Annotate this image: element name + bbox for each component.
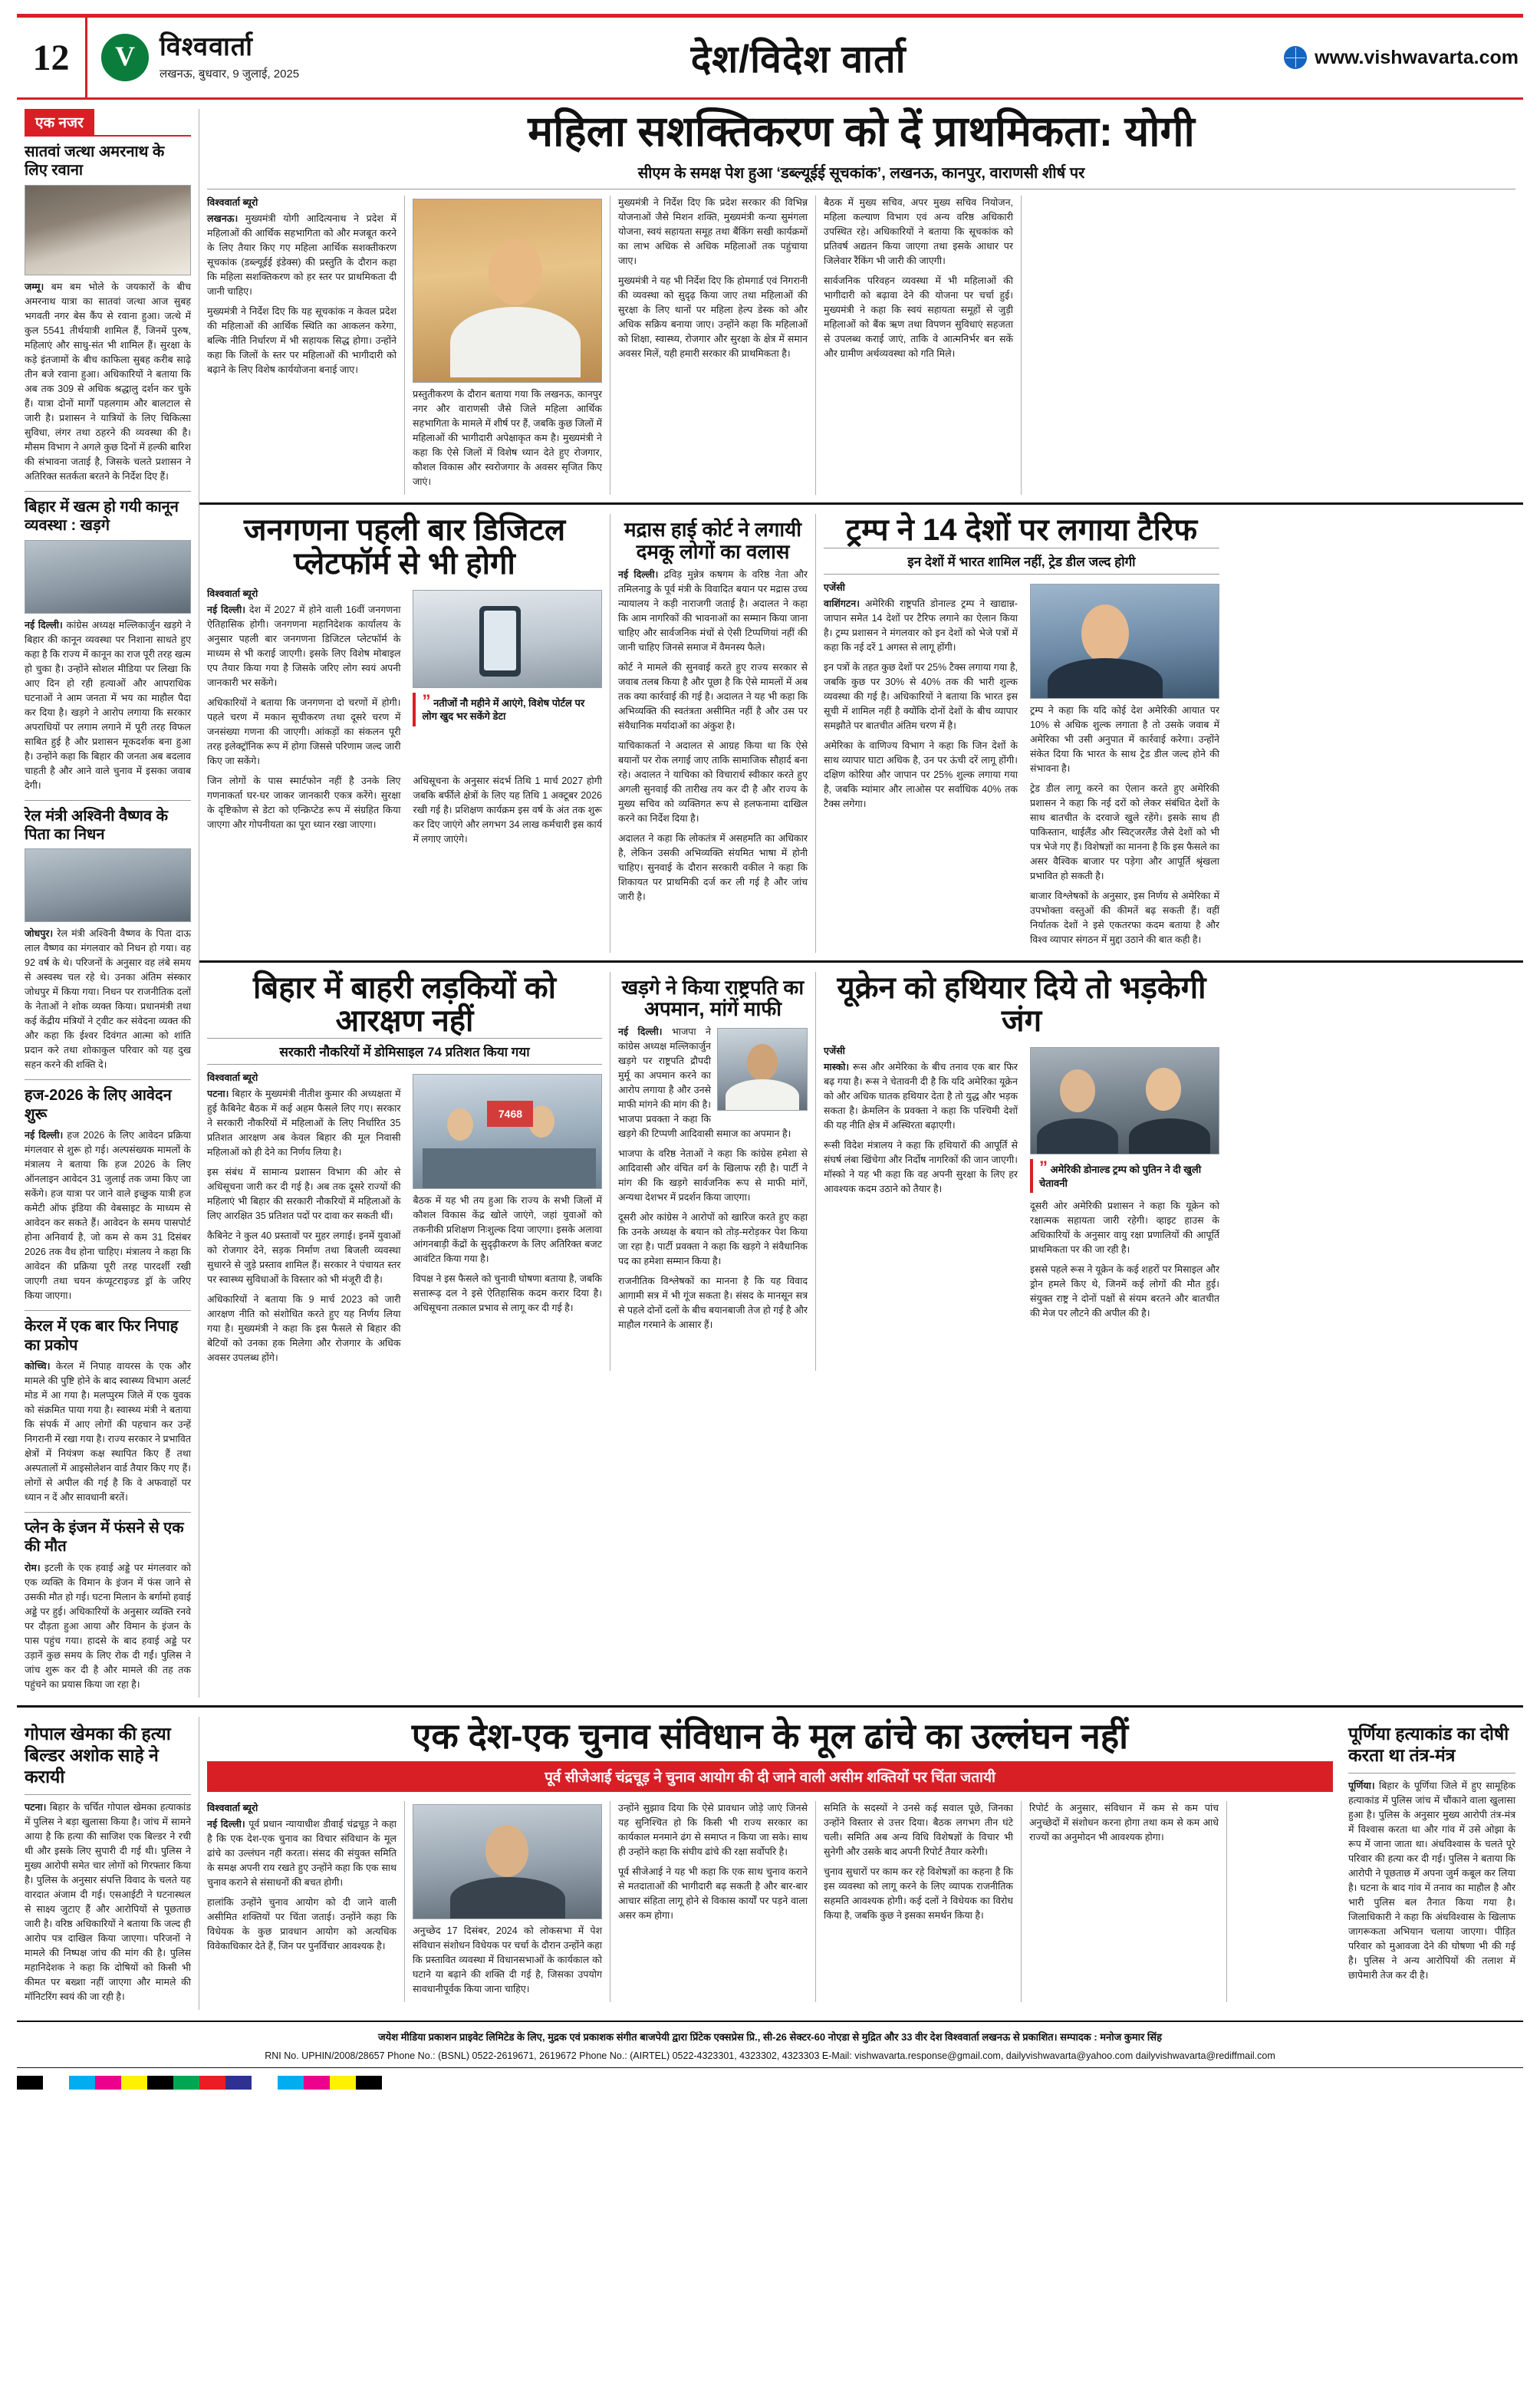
bihar-para-5: बैठक में यह भी तय हुआ कि राज्य के सभी जिलों में कौशल विकास केंद्र खोले जाएंगे, जहां युवाओं को तकनीकी प्रशिक्षण निःशुल्क दिया जाएगा। इसके अलावा आंगनबाड़ी केंद्रों के सुदृढ़ीकरण के लिए अतिरिक्त बजट आवंटित किया गया है। bbox=[413, 1194, 602, 1264]
ek-nazar-headline-4: हज-2026 के लिए आवेदन शुरू bbox=[25, 1087, 172, 1123]
madras-para-1 bbox=[618, 568, 808, 655]
purnia-story bbox=[1341, 1717, 1523, 2010]
madras-headline: मद्रास हाई कोर्ट ने लगायी दमकू लोगों का वलास bbox=[624, 518, 801, 563]
bihar-para-3: कैबिनेट ने कुल 40 प्रस्तावों पर मुहर लगाई। इनमें युवाओं को रोजगार देने, सड़क निर्माण तथा बिजली व्यवस्था सुधारने से जुड़े प्रस्ताव शामिल हैं। सरकार ने पंचायत स्तर पर स्वास्थ्य सुविधाओं के विस्तार को भी मंजूरी दी है। bbox=[207, 1230, 401, 1285]
dateline-6: रोम। bbox=[25, 1562, 41, 1573]
madras-para-4: अदालत ने कहा कि लोकतंत्र में असहमति का अधिकार है, लेकिन उसकी अभिव्यक्ति संयमित भाषा में होनी चाहिए। सुनवाई के दौरान सरकारी वकील ने कहा कि शिकायत पर प्राथमिकी दर्ज कर ली गई है और जांच जारी है। bbox=[618, 832, 808, 902]
kharge-para-2: भाजपा के वरिष्ठ नेताओं ने कहा कि कांग्रेस हमेशा से आदिवासी और वंचित वर्ग के खिलाफ रही है। पार्टी ने मांग की कि खड़गे सार्वजनिक रूप से माफी मांगें, अन्यथा देशभर में प्रदर्शन किया जाएगा। bbox=[618, 1148, 808, 1203]
folio-box bbox=[17, 18, 87, 97]
ukraine-dateline: मास्को। bbox=[824, 1061, 850, 1072]
amarnath-cave-photo bbox=[25, 185, 191, 275]
oneelection-col-2 bbox=[405, 1801, 610, 2002]
kharge-para-1-text: भाजपा ने कांग्रेस अध्यक्ष मल्लिकार्जुन खड़गे पर राष्ट्रपति द्रौपदी मुर्मू का अपमान करने का आरोप लगाया है और उनसे माफी मांगने की मांग की है। भाजपा प्रवक्ता ने कहा कि खड़गे की टिप्पणी आदिवासी समाज का अपमान है। bbox=[618, 1026, 791, 1139]
website-url: www.vishwavarta.com bbox=[1315, 46, 1519, 68]
khemka-body: बिहार के चर्चित गोपाल खेमका हत्याकांड में पुलिस ने बड़ा खुलासा किया है। जांच में सामने आया है कि हत्या की साजिश एक बिल्डर ने रची थी और इसके लिए सुपारी दी गई थी। पुलिस ने मुख्य आरोपी समेत चार लोगों को गिरफ्तार किया है। पुलिस के अनुसार संपत्ति विवाद के चलते यह वारदात अंजाम दी गई। एसआईटी ने घटनास्थल से साक्ष्य जुटाए हैं और आरोपियों से पूछताछ जारी है। वरिष्ठ अधिकारियों ने बताया कि जल्द ही आरोप पत्र दाखिल किया जाएगा। परिजनों ने मामले की निष्पक्ष जांच की मांग की है। पुलिस महानिदेशक ने कहा कि दोषियों को किसी भी कीमत पर बख्शा नहीं जाएगा और मामले की मॉनिटरिंग स्वयं की जा रही है। bbox=[25, 1801, 191, 2002]
ek-nazar-headline-2: बिहार में खत्म हो गयी कानून व्यवस्था : खड़गे bbox=[25, 498, 179, 535]
ek-nazar-column bbox=[17, 109, 199, 1698]
website-link[interactable] bbox=[1284, 18, 1523, 97]
lead-subhead: सीएम के समक्ष पेश हुआ ‘डब्ल्यूईई सूचकांक’, लखनऊ, कानपुर, वाराणसी शीर्ष पर bbox=[207, 162, 1515, 189]
bihar-subhead: सरकारी नौकरियों में डोमिसाइल 74 प्रतिशत किया गया bbox=[207, 1038, 602, 1065]
oneelection-headline: एक देश-एक चुनाव संविधान के मूल ढांचे का उल्लंघन नहीं bbox=[411, 1715, 1129, 1756]
rni-contact-line: RNI No. UPHIN/2008/28657 Phone No.: (BSNL) 0522-2619671, 2619672 Phone No.: (AIRTEL) 0522-4323301, 4323302, 4323303 E-Mail: vishwavarta.response@gmail.com, dailyvishwavarta@yahoo.com dailyvishwavarta@rediffmail.com bbox=[17, 2050, 1523, 2068]
dateline-2: नई दिल्ली। bbox=[25, 619, 63, 631]
bihar-para-1-text: बिहार के मुख्यमंत्री नीतीश कुमार की अध्यक्षता में हुई कैबिनेट बैठक में कई अहम फैसले लिए गए। सरकार ने सरकारी नौकरियों में महिलाओं के लिए निर्धारित 35 प्रतिशत आरक्षण अब केवल बिहार की मूल निवासी महिलाओं को ही देने का निर्णय लिया है। bbox=[207, 1088, 401, 1158]
ek-nazar-body-3: रेल मंत्री अश्विनी वैष्णव के पिता दाऊ लाल वैष्णव का मंगलवार को निधन हो गया। वह 92 वर्ष के थे। परिजनों के अनुसार वह लंबे समय से अस्वस्थ चल रहे थे। उनका अंतिम संस्कार जोधपुर में किया गया। निधन पर राजनीतिक दलों के नेताओं ने शोक व्यक्त किया। प्रधानमंत्री तथा कई केंद्रीय मंत्रियों ने ट्वीट कर संवेदना व्यक्त की और कहा कि ईश्वर दिवंगत आत्मा को शांति प्रदान करे तथा शोकाकुल परिवार को यह दुख सहन करने की शक्ति दे। bbox=[25, 928, 191, 1071]
ek-nazar-body-5: केरल में निपाह वायरस के एक और मामले की पुष्टि होने के बाद स्वास्थ्य विभाग अलर्ट मोड में आ गया है। मलप्पुरम जिले में एक युवक को संक्रमित पाया गया है। स्वास्थ्य मंत्री ने बताया कि संपर्क में आए लोगों की पहचान कर उन्हें निगरानी में रखा गया है। राज्य सरकार ने प्रभावित क्षेत्रों में नियंत्रण कक्ष स्थापित किए हैं तथा अस्पतालों में आइसोलेशन वार्ड तैयार किए गए हैं। लोगों से अपील की गई है कि वे अफवाहों पर ध्यान न दें और सावधानी बरतें। bbox=[25, 1360, 191, 1503]
census-para-1-text: देश में 2027 में होने वाली 16वीं जनगणना ऐतिहासिक होगी। जनगणना महानिदेशक कार्यालय के अनुसार पहली बार जनगणना डिजिटल प्लेटफॉर्म के माध्यम से भी कराई जाएगी। इसके लिए विशेष मोबाइल एप तैयार किया गया है जिसके जरिए लोग स्वयं अपनी जानकारी भर सकेंगे। bbox=[207, 604, 401, 688]
khemka-text bbox=[25, 1800, 191, 2004]
tariff-para-4: ट्रम्प ने कहा कि यदि कोई देश अमेरिकी आयात पर 10% से अधिक शुल्क लगाता है तो उसके जवाब में अमेरिका भी उसी अनुपात में कार्रवाई करेगा। उन्होंने संकेत दिया कि भारत के साथ ट्रेड डील जल्द होने की संभावना है। bbox=[1029, 704, 1219, 774]
ek-nazar-headline-3: रेल मंत्री अश्विनी वैष्णव के पिता का निधन bbox=[25, 807, 169, 843]
lead-col-4 bbox=[816, 196, 1022, 495]
ukraine-para-2: रूसी विदेश मंत्रालय ने कहा कि हथियारों की आपूर्ति से संघर्ष लंबा खिंचेगा और निर्दोष नागरिकों की जान जाएगी। मॉस्को ने यह भी कहा कि वह अपनी सुरक्षा के लिए हर आवश्यक कदम उठाने को तैयार है। bbox=[824, 1139, 1018, 1194]
madras-para-3: याचिकाकर्ता ने अदालत से आग्रह किया था कि ऐसे बयानों पर रोक लगाई जाए ताकि सामाजिक सौहार्द बना रहे। अदालत ने याचिका को विचारार्थ स्वीकार करते हुए अगली सुनवाई की तारीख तय कर दी है और राज्य के मुख्य सचिव को व्यक्तिगत रूप से हलफनामा दाखिल करने का निर्देश दिया है। bbox=[618, 739, 808, 824]
lead-para-4: मुख्यमंत्री ने निर्देश दिए कि प्रदेश सरकार की विभिन्न योजनाओं जैसे मिशन शक्ति, मुख्यमंत्री कन्या सुमंगला योजना, स्वयं सहायता समूह तथा बैंकिंग सखी कार्यक्रमों का लाभ अधिक से अधिक महिलाओं तक पहुंचाया जाए। bbox=[618, 197, 808, 267]
madras-story bbox=[610, 514, 816, 952]
ukraine-para-1-text: रूस और अमेरिका के बीच तनाव एक बार फिर बढ़ गया है। रूस ने चेतावनी दी है कि यदि अमेरिका यूक्रेन को और अधिक घातक हथियार देता है तो युद्ध और भड़क सकता है। क्रेमलिन के प्रवक्ता ने कहा कि पश्चिमी देशों की यह नीति क्षेत्र में अस्थिरता बढ़ाएगी। bbox=[824, 1061, 1018, 1131]
kharge-headline: खड़गे ने किया राष्ट्रपति का अपमान, मांगें माफी bbox=[621, 975, 805, 1021]
cmyk-registration-marks bbox=[17, 2076, 1523, 2090]
oe-para-4: उन्होंने सुझाव दिया कि ऐसे प्रावधान जोड़े जाएं जिनसे यह सुनिश्चित हो कि किसी भी राज्य सरकार का कार्यकाल मनमाने ढंग से समाप्त न किया जा सके। साथ ही उन्होंने कहा कि संघीय ढांचे की रक्षा सर्वोपरि है। bbox=[618, 1803, 808, 1858]
tariff-para-3: अमेरिका के वाणिज्य विभाग ने कहा कि जिन देशों के साथ व्यापार घाटा अधिक है, उन पर ऊंची दरें लागू होंगी। दक्षिण कोरिया और जापान पर 25% शुल्क लगाया गया है, जबकि म्यांमार और लाओस पर सर्वाधिक 40% तक टैक्स लगेगा। bbox=[824, 739, 1018, 809]
logo-letter: V bbox=[115, 41, 135, 71]
tariff-headline: ट्रम्प ने 14 देशों पर लगाया टैरिफ bbox=[845, 513, 1198, 548]
oneelection-subhead: पूर्व सीजेआई चंद्रचूड़ ने चुनाव आयोग की दी जाने वाली असीम शक्तियों पर चिंता जतायी bbox=[207, 1761, 1333, 1792]
kharge-dateline: नई दिल्ली। bbox=[618, 1026, 663, 1037]
quote-icon-2: ” bbox=[1038, 1157, 1048, 1177]
ek-nazar-text-6 bbox=[25, 1561, 191, 1692]
tariff-subhead: इन देशों में भारत शामिल नहीं, ट्रेड डील जल्द होगी bbox=[824, 548, 1219, 575]
madras-para-1-text: द्रविड़ मुन्नेत्र कषगम के वरिष्ठ नेता और तमिलनाडु के पूर्व मंत्री के विवादित बयान पर मद्रास उच्च न्यायालय ने कड़ी नाराजगी जताई है। अदालत ने कहा कि आम नागरिकों की भावनाओं का सम्मान किया जाना चाहिए और सार्वजनिक मंचों से ऐसी टिप्पणियां नहीं की जानी चाहिए जिनसे समाज में वैमनस्य फैले। bbox=[618, 568, 808, 653]
census-para-3: जिन लोगों के पास स्मार्टफोन नहीं है उनके लिए गणनाकर्ता घर-घर जाकर जानकारी एकत्र करेंगे। सुरक्षा के दृष्टिकोण से डेटा को एन्क्रिप्टेड रूप में संग्रहित किया जाएगा और गोपनीयता का पूरा ध्यान रखा जाएगा। bbox=[207, 775, 401, 830]
bihar-story bbox=[199, 972, 610, 1371]
tariff-dateline: वाशिंगटन। bbox=[824, 598, 860, 609]
tariff-para-5: ट्रेड डील लागू करने का ऐलान करते हुए अमेरिकी प्रशासन ने कहा कि नई दरों को लेकर संबंधित देशों के साथ बातचीत के दरवाजे खुले रहेंगे। इसके साथ ही पाकिस्तान, थाईलैंड और स्विट्जरलैंड जैसे देशों को भी पत्र भेजे गए हैं। विशेषज्ञों का मानना है कि इस फैसले का असर वैश्विक बाजार पर पड़ेगा और आपूर्ति श्रृंखला प्रभावित हो सकती है। bbox=[1029, 782, 1219, 881]
kharge-para-4: राजनीतिक विश्लेषकों का मानना है कि यह विवाद आगामी सत्र में भी गूंज सकता है। संसद के मानसून सत्र से पहले दोनों दलों के बीच बयानबाजी तेज हो गई है और माहौल गरमाने के आसार हैं। bbox=[618, 1275, 808, 1330]
ukraine-para-4: इससे पहले रूस ने यूक्रेन के कई शहरों पर मिसाइल और ड्रोन हमले किए थे, जिनमें कई लोगों की मौत हुई। संयुक्त राष्ट्र ने दोनों पक्षों से संयम बरतने और बातचीत की मेज पर लौटने की अपील की है। bbox=[1029, 1264, 1219, 1319]
oe-para-6: समिति के सदस्यों ने उनसे कई सवाल पूछे, जिनका उन्होंने विस्तार से उत्तर दिया। बैठक लगभग तीन घंटे चली। समिति अब अन्य विधि विशेषज्ञों के विचार भी सुनेगी और उसके बाद अपनी रिपोर्ट तैयार करेगी। bbox=[824, 1803, 1013, 1858]
bihar-cabinet-photo: 7468 bbox=[413, 1074, 602, 1189]
lead-para-6: बैठक में मुख्य सचिव, अपर मुख्य सचिव नियोजन, महिला कल्याण विभाग एवं अन्य वरिष्ठ अधिकारी उपस्थित रहे। अधिकारियों ने बताया कि सूचकांक को प्रतिवर्ष अद्यतन किया जाएगा तथा इसके आधार पर जिलेवार रैंकिंग भी जारी की जाएगी। bbox=[824, 197, 1013, 267]
census-caption-text: नतीजों नौ महीने में आएंगे, विशेष पोर्टल पर लोग खुद भर सकेंगे डेटा bbox=[422, 697, 585, 723]
purnia-dateline: पूर्णिया। bbox=[1348, 1780, 1375, 1791]
oe-para-8: रिपोर्ट के अनुसार, संविधान में कम से कम पांच अनुच्छेदों में संशोधन करना होगा तथा कम से कम आधे राज्यों का अनुमोदन भी आवश्यक होगा। bbox=[1029, 1803, 1219, 1843]
quote-icon: ” bbox=[422, 690, 431, 710]
putin-trump-photo bbox=[1030, 1047, 1219, 1154]
ek-nazar-text-1 bbox=[25, 280, 191, 484]
lead-para-2: मुख्यमंत्री ने निर्देश दिए कि यह सूचकांक न केवल प्रदेश की महिलाओं की आर्थिक स्थिति का आकलन करेगा, बल्कि नीति निर्धारण में भी सहायक सिद्ध होगा। उन्होंने कहा कि जिलों के स्तर पर महिलाओं की भागीदारी को बढ़ाने के लिए विशेष कार्ययोजना बनाई जाए। bbox=[207, 306, 397, 376]
ek-nazar-body-1: बम बम भोले के जयकारों के बीच अमरनाथ यात्रा का सातवां जत्था आज सुबह भगवती नगर बेस कैंप से रवाना हुआ। जत्थे में कुल 5541 तीर्थयात्री शामिल हैं, जिनमें पुरुष, महिलाएं और साधु-संत भी शामिल हैं। सुरक्षा के कड़े इंतजामों के बीच काफिला सुबह करीब साढ़े तीन बजे रवाना हुआ। अधिकारियों ने बताया कि अब तक 309 से अधिक श्रद्धालु दर्शन कर चुके हैं। यात्रा दोनों मार्गों पहलगाम और बालटाल से जारी है। प्रशासन ने यात्रियों के लिए चिकित्सा सुविधा, लंगर तथा ठहरने की व्यवस्था की है। मौसम विभाग ने अगले कुछ दिनों में हल्की बारिश की संभावना जताई है, जिसके चलते प्रशासन ने अतिरिक्त सतर्कता बरतने के निर्देश दिए हैं। bbox=[25, 281, 191, 482]
khemka-headline: गोपाल खेमका की हत्या बिल्डर अशोक साहे ने करायी bbox=[25, 1723, 171, 1787]
tariff-para-6: बाजार विश्लेषकों के अनुसार, इस निर्णय से अमेरिका में उपभोक्ता वस्तुओं की कीमतें बढ़ सकती हैं। वहीं निर्यातक देशों ने इसे एकतरफा कदम बताया है और विश्व व्यापार संगठन में मुद्दा उठाने की बात कही है। bbox=[1029, 890, 1219, 945]
ek-nazar-headline-1: सातवां जत्था अमरनाथ के लिए रवाना bbox=[25, 143, 165, 179]
ek-nazar-body-2: कांग्रेस अध्यक्ष मल्लिकार्जुन खड़गे ने बिहार की कानून व्यवस्था पर निशाना साधते हुए कहा है कि राज्य में कानून का राज पूरी तरह खत्म हो चुका है। उन्होंने सोशल मीडिया पर लिखा कि आए दिन हो रही हत्याओं और आपराधिक घटनाओं ने आम जनता में भय का माहौल पैदा कर दिया है। खड़गे ने आरोप लगाया कि सरकार अपराधियों पर लगाम लगाने में पूरी तरह विफल साबित हुई है और प्रशासन मूकदर्शक बना हुआ है। उन्होंने कहा कि बिहार की जनता अब बदलाव चाहती है और आने वाले चुनाव में इसका जवाब देगी। bbox=[25, 619, 191, 791]
census-headline: जनगणना पहली बार डिजिटल प्लेटफॉर्म से भी होगी bbox=[243, 513, 566, 581]
bihar-para-2: इस संबंध में सामान्य प्रशासन विभाग की ओर से अधिसूचना जारी कर दी गई है। अब तक दूसरे राज्यों की महिलाएं भी बिहार की सरकारी नौकरियों में महिलाओं के लिए आरक्षित 35 प्रतिशत पदों पर दावा कर सकती थीं। bbox=[207, 1166, 401, 1221]
yogi-adityanath-photo bbox=[413, 199, 602, 383]
tariff-para-2: इन पत्रों के तहत कुछ देशों पर 25% टैक्स लगाया गया है, जबकि कुछ पर 30% से 40% तक की भारी शुल्क व्यवस्था की गई है। अधिकारियों ने बताया कि भारत इस सूची में शामिल नहीं है क्योंकि दोनों देशों के बीच व्यापार समझौते पर बातचीत अंतिम चरण में है। bbox=[824, 661, 1018, 731]
page-footer bbox=[17, 2021, 1523, 2090]
vishwavarta-logo-icon bbox=[101, 34, 149, 81]
tariff-agency: एजेंसी bbox=[824, 581, 845, 593]
census-byline: विश्ववार्ता ब्यूरो bbox=[207, 588, 258, 599]
ek-nazar-text-4 bbox=[25, 1128, 191, 1303]
census-para-4: अधिसूचना के अनुसार संदर्भ तिथि 1 मार्च 2027 होगी जबकि बर्फीले क्षेत्रों के लिए यह तिथि 1 अक्टूबर 2026 रखी गई है। प्रशिक्षण कार्यक्रम इस वर्ष के अंत तक शुरू कर दिए जाएंगे और लगभग 34 लाख कर्मचारी इस कार्य में लगाए जाएंगे। bbox=[413, 775, 602, 845]
ukraine-agency: एजेंसी bbox=[824, 1045, 845, 1056]
lead-para-5: मुख्यमंत्री ने यह भी निर्देश दिए कि होमगार्ड एवं निगरानी की व्यवस्था को सुदृढ़ किया जाए तथा महिलाओं की सुरक्षा के लिए थानों पर महिला हेल्प डेस्क को और अधिक सक्रिय बनाया जाए। उन्होंने कहा कि महिलाओं को शिक्षा, स्वास्थ्य, रोजगार और सुरक्षा के क्षेत्र में समान अवसर मिलें, यही हमारी सरकार की प्राथमिकता है। bbox=[618, 275, 808, 360]
oe-para-7: चुनाव सुधारों पर काम कर रहे विशेषज्ञों का कहना है कि इस व्यवस्था को लागू करने के लिए व्यापक राजनीतिक सहमति आवश्यक होगी। कई दलों ने विधेयक का विरोध किया है, जबकि कुछ ने इसका समर्थन किया है। bbox=[824, 1866, 1013, 1922]
ek-nazar-text-3 bbox=[25, 927, 191, 1072]
lead-headline: महिला सशक्तिकरण को दें प्राथमिकता: योगी bbox=[528, 107, 1195, 155]
oneelection-col-3 bbox=[610, 1801, 816, 2002]
globe-icon bbox=[1284, 46, 1307, 69]
brand-logo bbox=[87, 18, 313, 97]
lead-byline: विश्ववार्ता ब्यूरो bbox=[207, 197, 258, 209]
kharge-bjp-photo bbox=[717, 1028, 808, 1111]
bihar-para-4: अधिकारियों ने बताया कि 9 मार्च 2023 को जारी आरक्षण नीति को संशोधित करते हुए यह निर्णय लिया गया है। मुख्यमंत्री ने कहा कि इस फैसले से बिहार की बेटियों को उनका हक मिलेगा और रोजगार के अधिक अवसर उपलब्ध होंगे। bbox=[207, 1293, 401, 1363]
ukraine-headline: यूक्रेन को हथियार दिये तो भड़केगी जंग bbox=[837, 970, 1206, 1038]
lead-para-1 bbox=[207, 212, 397, 299]
oe-para-2: हालांकि उन्होंने चुनाव आयोग को दी जाने वाली असीमित शक्तियों पर चिंता जताई। उन्होंने कहा कि विधेयक के कुछ प्रावधान आयोग को अत्यधिक विवेकाधिकार देते हैं, जिन पर पुनर्विचार आवश्यक है। bbox=[207, 1897, 397, 1952]
bottom-section bbox=[17, 1717, 1523, 2010]
tariff-para-1-text: अमेरिकी राष्ट्रपति डोनाल्ड ट्रम्प ने खाद्यान्न-जापान समेत 14 देशों पर टैरिफ लगाने का ऐलान किया है। ट्रम्प प्रशासन ने मंगलवार को इन देशों को भेजे पत्रों में कहा कि नई दरें 1 अगस्त से लागू होंगी। bbox=[824, 598, 1018, 653]
ek-nazar-body-4: हज 2026 के लिए आवेदन प्रक्रिया मंगलवार से शुरू हो गई। अल्पसंख्यक मामलों के मंत्रालय ने बताया कि हज 2026 के लिए ऑनलाइन आवेदन 31 जुलाई तक जमा किए जा सकेंगे। हज यात्रा पर जाने वाले इच्छुक यात्री हज कमेटी ऑफ इंडिया की वेबसाइट के माध्यम से आवेदन कर सकते हैं। आवेदन के समय पासपोर्ट होना अनिवार्य है, जो कम से कम 31 दिसंबर 2026 तक वैध होना चाहिए। मंत्रालय ने कहा कि आवेदन की प्रक्रिया पूरी तरह पारदर्शी रखी जाएगी तथा चयन कंप्यूटराइज्ड ड्रॉ के जरिए किया जाएगा। bbox=[25, 1130, 191, 1302]
ek-nazar-label: एक नजर bbox=[25, 109, 94, 135]
census-para-1 bbox=[207, 603, 400, 690]
kharge-para-3: दूसरी ओर कांग्रेस ने आरोपों को खारिज करते हुए कहा कि उनके अध्यक्ष के बयान को तोड़-मरोड़कर पेश किया जा रहा है। पार्टी प्रवक्ता ने कहा कि खड़गे ने संवैधानिक पद का हमेशा सम्मान किया है। bbox=[618, 1211, 808, 1266]
dateline-4: नई दिल्ली। bbox=[25, 1130, 64, 1141]
census-caption bbox=[413, 690, 602, 726]
lead-col-1 bbox=[199, 196, 405, 495]
tariff-para-1 bbox=[824, 597, 1018, 655]
dateline-5: कोच्चि। bbox=[25, 1360, 51, 1372]
lead-col-2 bbox=[405, 196, 610, 495]
bihar-para-6: विपक्ष ने इस फैसले को चुनावी घोषणा बताया है, जबकि सत्तारूढ़ दल ने इसे ऐतिहासिक कदम करार दिया है। अधिसूचना तत्काल प्रभाव से लागू कर दी गई है। bbox=[413, 1273, 602, 1313]
dateline-1: जम्मू। bbox=[25, 281, 44, 292]
trump-photo bbox=[1030, 584, 1219, 699]
ukraine-story bbox=[816, 972, 1227, 1371]
madras-para-2: कोर्ट ने मामले की सुनवाई करते हुए राज्य सरकार से जवाब तलब किया है और पूछा है कि ऐसे मामलों में अब तक क्या कार्रवाई की गई है। अदालत ने यह भी कहा कि अभिव्यक्ति की स्वतंत्रता असीमित नहीं है और उस पर संवैधानिक मर्यादाओं का अंकुश है। bbox=[618, 661, 808, 731]
oneelection-col-5 bbox=[1022, 1801, 1227, 2002]
ukraine-para-1 bbox=[824, 1060, 1018, 1133]
oe-para-1-text: पूर्व प्रधान न्यायाधीश डीवाई चंद्रचूड़ ने कहा है कि एक देश-एक चुनाव का विचार संविधान के मूल ढांचे का उल्लंघन नहीं करता। संसद की संयुक्त समिति के समक्ष अपनी राय रखते हुए उन्होंने कहा कि एक साथ चुनाव कराने से संसाधनों की बचत होगी। bbox=[207, 1819, 397, 1889]
imprint-line: जयेश मीडिया प्रकाशन प्राइवेट लिमिटेड के लिए, मुद्रक एवं प्रकाशक संगीत बाजपेयी द्वारा प्रिंटेक एक्सप्रेस प्रि., सी-26 सेक्टर-60 नोएडा से मुद्रित और 33 वीर देश विश्ववार्ता लखनऊ से प्रकाशित। सम्पादक : मनोज कुमार सिंह bbox=[378, 2030, 1162, 2043]
lead-col-3 bbox=[610, 196, 816, 495]
purnia-body: बिहार के पूर्णिया जिले में हुए सामूहिक हत्याकांड में पुलिस जांच में चौंकाने वाला खुलासा हुआ है। पुलिस के अनुसार मुख्य आरोपी तंत्र-मंत्र में विश्वास करता था और गांव में उसे ओझा के रूप में जाना जाता था। अंधविश्वास के चलते पूरे परिवार की हत्या कर दी गई। पुलिस ने बताया कि आरोपी ने पूछताछ में अपना जुर्म कबूल कर लिया है। घटना के बाद गांव में तनाव का माहौल है और भारी पुलिस बल तैनात किया गया है। जिलाधिकारी ने कहा कि अंधविश्वास के खिलाफ जागरूकता अभियान चलाया जाएगा। पीड़ित परिवार को मुआवजा देने की घोषणा भी की गई है। पुलिस ने अन्य आरोपियों की तलाश में छापेमारी तेज कर दी है। bbox=[1348, 1780, 1515, 1981]
brand-name: विश्ववार्ता bbox=[160, 32, 253, 62]
khemka-dateline: पटना। bbox=[25, 1801, 47, 1813]
ek-nazar-text-5 bbox=[25, 1359, 191, 1505]
section-title: देश/विदेश वार्ता bbox=[690, 38, 907, 81]
bihar-para-1 bbox=[207, 1087, 400, 1160]
chandrachud-photo bbox=[413, 1804, 602, 1919]
page-number: 12 bbox=[32, 37, 70, 78]
oneelection-col-1 bbox=[199, 1801, 405, 2002]
oe-para-5: पूर्व सीजेआई ने यह भी कहा कि एक साथ चुनाव कराने से मतदाताओं की भागीदारी बढ़ सकती है और बार-बार आचार संहिता लागू होने से विकास कार्यों पर पड़ने वाला असर कम होगा। bbox=[618, 1866, 808, 1922]
top-content bbox=[17, 109, 1523, 1698]
kharge-story bbox=[610, 972, 816, 1371]
ukraine-caption bbox=[1030, 1159, 1219, 1193]
lead-para-1-text: मुख्यमंत्री योगी आदित्यनाथ ने प्रदेश में महिलाओं की आर्थिक सहभागिता को और मजबूत करने के लिए तैयार किए गए महिला आर्थिक सशक्तीकरण सूचकांक (डब्ल्यूईई इंडेक्स) की प्रस्तुति के दौरान कहा कि महिला सशक्तिकरण को हर स्तर पर प्राथमिकता दी जानी चाहिए। bbox=[207, 213, 397, 298]
edition-date: लखनऊ, बुधवार, 9 जुलाई, 2025 bbox=[160, 67, 300, 81]
bihar-byline: विश्ववार्ता ब्यूरो bbox=[207, 1072, 258, 1083]
ukraine-caption-text: अमेरिकी डोनाल्ड ट्रम्प को पुतिन ने दी खुली चेतावनी bbox=[1038, 1163, 1202, 1189]
lead-para-7: सार्वजनिक परिवहन व्यवस्था में भी महिलाओं की भागीदारी को बढ़ावा देने की योजना पर चर्चा हुई। मुख्यमंत्री ने कहा कि स्वयं सहायता समूहों से जुड़ी महिलाओं को बैंक ऋण तथा विपणन सुविधाएं सहजता से उपलब्ध कराई जाएं, ताकि वे आत्मनिर्भर बन सकें और ग्रामीण अर्थव्यवस्था को गति मिले। bbox=[824, 275, 1013, 360]
masthead bbox=[17, 14, 1523, 100]
ukraine-para-3: दूसरी ओर अमेरिकी प्रशासन ने कहा कि यूक्रेन को रक्षात्मक सहायता जारी रहेगी। व्हाइट हाउस के अधिकारियों के अनुसार वायु रक्षा प्रणालियों की आपूर्ति प्राथमिकता पर की जा रही है। bbox=[1029, 1200, 1219, 1256]
ek-nazar-headline-6: प्लेन के इंजन में फंसने से एक की मौत bbox=[25, 1519, 184, 1556]
dateline-3: जोधपुर। bbox=[25, 928, 54, 940]
khemka-story bbox=[17, 1717, 199, 2010]
vaishnaw-portrait-photo bbox=[25, 848, 191, 922]
bihar-dateline: पटना। bbox=[207, 1088, 229, 1099]
lead-para-3: प्रस्तुतीकरण के दौरान बताया गया कि लखनऊ, कानपुर नगर और वाराणसी जैसे जिले महिला आर्थिक सहभागिता के मामले में शीर्ष पर हैं, जबकि कुछ जिलों में महिलाओं की भागीदारी अपेक्षाकृत कम है। मुख्यमंत्री ने कहा कि ऐसे जिलों में विशेष ध्यान देते हुए रोजगार, कौशल विकास और स्वरोजगार के अवसर सृजित किए जाएं। bbox=[413, 389, 602, 488]
oe-para-3: अनुच्छेद 17 दिसंबर, 2024 को लोकसभा में पेश संविधान संशोधन विधेयक पर चर्चा के दौरान उन्होंने कहा कि प्रस्तावित व्यवस्था में विधानसभाओं के कार्यकाल को घटाने या बढ़ाने की शक्ति दी गई है, जिसका उपयोग सावधानीपूर्वक किया जाना चाहिए। bbox=[413, 1925, 602, 1995]
oe-dateline: नई दिल्ली। bbox=[207, 1819, 245, 1830]
oneelection-byline: विश्ववार्ता ब्यूरो bbox=[207, 1803, 258, 1814]
oneelection-col-4 bbox=[816, 1801, 1022, 2002]
ek-nazar-headline-5: केरल में एक बार फिर निपाह का प्रकोप bbox=[25, 1318, 179, 1354]
census-dateline: नई दिल्ली। bbox=[207, 604, 245, 615]
lead-dateline: लखनऊ। bbox=[207, 213, 239, 225]
ek-nazar-text-2 bbox=[25, 618, 191, 793]
ek-nazar-body-6: इटली के एक हवाई अड्डे पर मंगलवार को एक व्यक्ति के विमान के इंजन में फंस जाने से उसकी मौत हो गई। घटना मिलान के बर्गामो हवाई अड्डे पर हुई। अधिकारियों के अनुसार व्यक्ति रनवे पर दौड़ता हुआ आया और विमान के इंजन के पास पहुंच गया। हादसे के बाद हवाई अड्डे पर उड़ानें कुछ समय के लिए रोक दी गईं। पुलिस ने जांच शुरू कर दी है और मामले की तह तक पहुंचने का प्रयास किया जा रहा है। bbox=[25, 1562, 191, 1690]
census-story bbox=[199, 514, 610, 952]
purnia-headline: पूर्णिया हत्याकांड का दोषी करता था तंत्र-मंत्र bbox=[1348, 1723, 1509, 1765]
purnia-text bbox=[1348, 1779, 1515, 1983]
bihar-headline: बिहार में बाहरी लड़कियों को आरक्षण नहीं bbox=[253, 970, 556, 1038]
oe-para-1 bbox=[207, 1817, 397, 1890]
digital-census-phone-photo bbox=[413, 590, 602, 688]
tariff-story bbox=[816, 514, 1227, 952]
madras-dateline: नई दिल्ली। bbox=[618, 568, 659, 580]
kharge-portrait-photo bbox=[25, 540, 191, 614]
census-para-2: अधिकारियों ने बताया कि जनगणना दो चरणों में होगी। पहले चरण में मकान सूचीकरण तथा दूसरे चरण में जनसंख्या गणना की जाएगी। आंकड़ों का संकलन पूरी तरह इलेक्ट्रॉनिक रूप में होगा जिससे परिणाम जल्द जारी किए जा सकेंगे। bbox=[207, 697, 401, 766]
